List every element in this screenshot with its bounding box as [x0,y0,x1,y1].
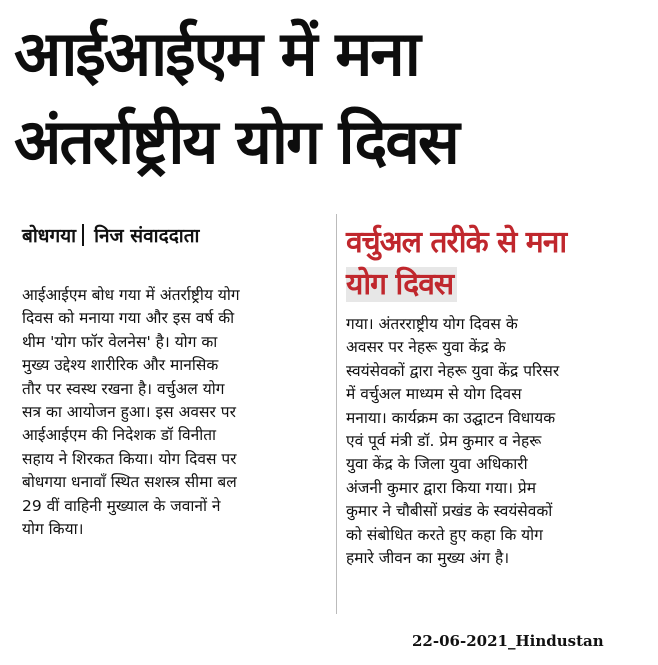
body-line: आईआईएम बोध गया में अंतर्राष्ट्रीय योग [22,286,240,304]
dateline-reporter: निज संवाददाता [94,225,200,247]
body-line: एवं पूर्व मंत्री डॉ. प्रेम कुमार व नेहरू [346,432,542,451]
body-line: अवसर पर नेहरू युवा केंद्र के [346,338,506,357]
body-line: मनाया। कार्यक्रम का उद्घाटन विधायक [346,408,556,427]
body-line: युवा केंद्र के जिला युवा अधिकारी [346,455,528,474]
body-line: कुमार ने चौबीसों प्रखंड के स्वयंसेवकों [346,502,553,521]
body-line: को संबोधित करते हुए कहा कि योग [346,525,543,544]
headline-line-1: आईआईएम में मना [14,17,419,90]
body-line: बोधगया धनावाँ स्थित सशस्त्र सीमा बल [22,473,237,492]
body-line: स्वयंसेवकों द्वारा नेहरू युवा केंद्र परिसर [346,361,560,380]
headline-line-2: अंतर्राष्ट्रीय योग दिवस [14,105,458,178]
subheadline-line-2: योग दिवस [346,267,457,302]
subheadline-line-1: वर्चुअल तरीके से मना [346,225,567,260]
source-credit: 22-06-2021_Hindustan [412,632,604,650]
dateline-separator [82,224,84,246]
body-line: तौर पर स्वस्थ रखना है। वर्चुअल योग [22,379,225,398]
body-line: 29 वीं वाहिनी मुख्याल के जवानों ने [22,496,221,515]
body-line: योग किया। [22,520,84,539]
dateline-place: बोधगया [22,225,77,247]
body-line: हमारे जीवन का मुख्य अंग है। [346,549,510,568]
subheadline [346,222,646,306]
headline [14,10,654,186]
column-divider [336,214,337,614]
body-line: में वर्चुअल माध्यम से योग दिवस [346,385,522,404]
body-line: दिवस को मनाया गया और इस वर्ष की [22,309,235,328]
body-line: गया। अंतरराष्ट्रीय योग दिवस के [346,315,518,333]
body-line: सत्र का आयोजन हुआ। इस अवसर पर [22,403,236,422]
body-line: मुख्य उद्देश्य शारीरिक और मानसिक [22,356,219,375]
right-article-body [346,313,646,570]
body-line: आईआईएम की निदेशक डॉ विनीता [22,426,217,445]
dateline [22,222,199,248]
body-line: थीम 'योग फॉर वेलनेस' है। योग का [22,332,218,351]
body-line: सहाय ने शिरकत किया। योग दिवस पर [22,449,237,468]
body-line: अंजनी कुमार द्वारा किया गया। प्रेम [346,478,537,497]
left-article-body [22,284,322,541]
